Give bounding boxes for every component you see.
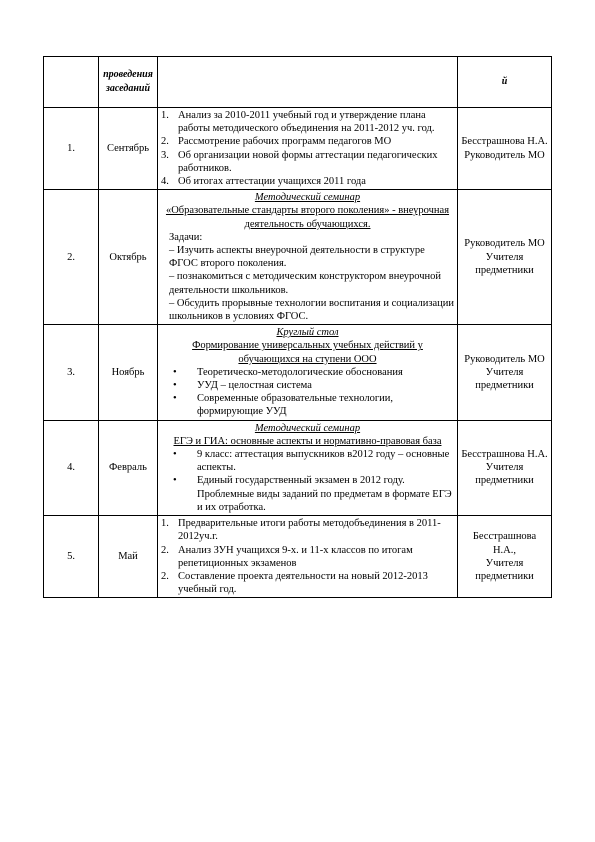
tasks-label: Задачи: xyxy=(169,231,203,243)
responsible-person: Учителя предметники xyxy=(475,462,534,487)
seminar-title: Методический семинар xyxy=(254,192,361,204)
responsible-cell xyxy=(458,516,552,598)
list-item: • Теоретическо-методологические обоснования xyxy=(173,366,403,378)
row-number: 3. xyxy=(44,325,99,420)
list-item: • Современные образовательные технологии, формирующие УУД xyxy=(173,393,394,418)
row-month: Октябрь xyxy=(99,190,158,325)
bullet-list xyxy=(161,448,454,514)
list-item: • Единый государственный экзамен в 2012 году. Проблемные виды заданий по предметам в формате ЕГЭ и их отработка. xyxy=(173,475,452,513)
roundtable-title: Круглый стол xyxy=(276,327,339,339)
header-cell-responsible: й xyxy=(458,57,552,108)
agenda-cell xyxy=(158,420,458,515)
list-item: 2. Рассмотрение рабочих программ педагогов МО xyxy=(161,136,392,148)
task-item: – познакомиться с методическим конструктором внеурочной деятельности школьников. xyxy=(169,271,441,296)
table-row xyxy=(44,108,552,190)
responsible-person: Бесстрашнова Н.А. xyxy=(461,449,548,461)
task-item: – Изучить аспекты внеурочной деятельности в структуре ФГОС второго поколения. xyxy=(169,245,425,270)
list-item: 2. Составление проекта деятельности на новый 2012-2013 учебный год. xyxy=(161,570,428,596)
agenda-cell xyxy=(158,108,458,190)
list-item: 1. Предварительные итоги работы методобъединения в 2011-2012уч.г. xyxy=(161,518,441,543)
bullet-list xyxy=(161,366,454,419)
seminar-topic: ЕГЭ и ГИА: основные аспекты и нормативно-правовая база xyxy=(173,435,442,447)
table-header-row xyxy=(44,57,552,108)
list-item: 2. Анализ ЗУН учащихся 9-х. и 11-х классов по итогам репетиционных экзаменов xyxy=(161,544,413,569)
list-item: 4. Об итогах аттестации учащихся 2011 года xyxy=(161,176,366,188)
responsible-person: Учителя предметники xyxy=(475,251,534,276)
row-number: 5. xyxy=(44,516,99,598)
header-cell-number xyxy=(44,57,99,108)
responsible-person: Бесстрашнова Н.А. xyxy=(461,136,548,148)
agenda-list xyxy=(161,517,454,596)
responsible-cell xyxy=(458,108,552,190)
row-month: Май xyxy=(99,516,158,598)
row-number: 1. xyxy=(44,108,99,190)
table-row xyxy=(44,325,552,420)
seminar-topic: «Образовательные стандарты второго поколения» - внеурочная деятельность обучающихся. xyxy=(165,205,450,230)
header-cell-agenda xyxy=(158,57,458,108)
row-month: Февраль xyxy=(99,420,158,515)
responsible-cell xyxy=(458,190,552,325)
meetings-plan-table xyxy=(43,56,552,598)
table-row xyxy=(44,516,552,598)
responsible-person: Руководитель МО xyxy=(464,149,545,161)
roundtable-topic: Формирование универсальных учебных действий у обучающихся на ступени ООО xyxy=(192,340,423,365)
agenda-cell xyxy=(158,516,458,598)
table-row xyxy=(44,190,552,325)
agenda-cell xyxy=(158,190,458,325)
row-month: Ноябрь xyxy=(99,325,158,420)
list-item: 1. Анализ за 2010-2011 учебный год и утверждение плана работы методического объединения на 2011-2012 уч. год. xyxy=(161,110,435,135)
row-number: 4. xyxy=(44,420,99,515)
responsible-person: Учителя предметники xyxy=(475,557,534,582)
table-row xyxy=(44,420,552,515)
row-month: Сентябрь xyxy=(99,108,158,190)
agenda-list xyxy=(161,109,454,188)
list-item: • 9 класс: аттестация выпускников в2012 году – основные аспекты. xyxy=(173,449,450,474)
responsible-person: Руководитель МО xyxy=(464,238,545,250)
seminar-title: Методический семинар xyxy=(254,422,361,434)
responsible-person: Руководитель МО xyxy=(464,353,545,365)
header-cell-date: проведения заседаний xyxy=(99,57,158,108)
agenda-cell xyxy=(158,325,458,420)
responsible-cell xyxy=(458,325,552,420)
task-item: – Обсудить прорывные технологии воспитания и социализации школьников в условиях ФГОС. xyxy=(169,297,455,323)
responsible-cell xyxy=(458,420,552,515)
responsible-person: Учителя предметники xyxy=(475,366,534,392)
row-number: 2. xyxy=(44,190,99,325)
responsible-person: Бесстрашнова Н.А., xyxy=(472,531,537,556)
list-item: 3. Об организации новой формы аттестации педагогических работников. xyxy=(161,149,438,174)
list-item: • УУД – целостная система xyxy=(173,380,312,392)
